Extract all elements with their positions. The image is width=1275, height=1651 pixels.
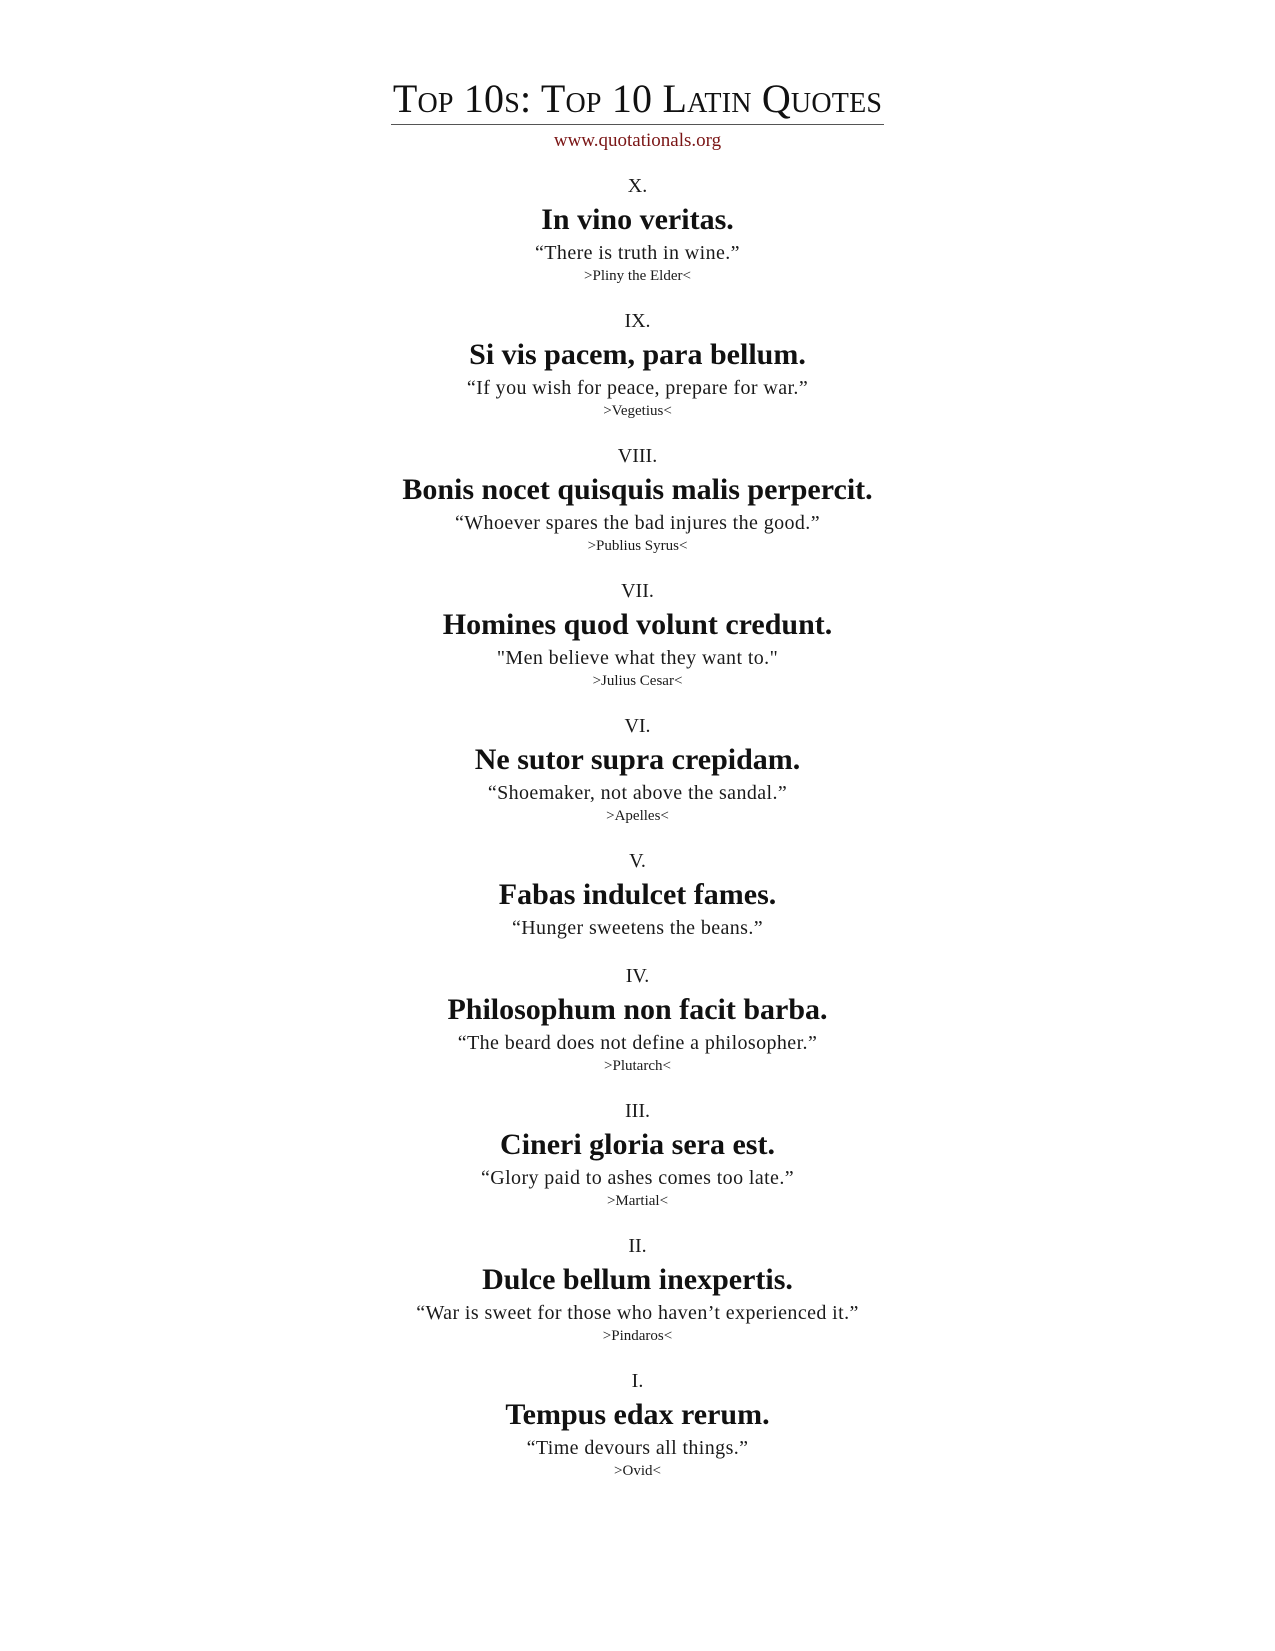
page-header <box>0 76 1275 152</box>
quote-rank: II. <box>628 1235 647 1257</box>
quote-rank: VI. <box>624 715 651 737</box>
quote-rank: VII. <box>621 580 654 602</box>
quote-rank: IV. <box>625 965 650 987</box>
quote-latin: Philosophum non facit barba. <box>447 993 828 1026</box>
quote-author: >Apelles< <box>606 808 669 824</box>
quote-author: >Ovid< <box>614 1463 661 1479</box>
quote-author: >Plutarch< <box>604 1058 671 1074</box>
quote-author: >Martial< <box>606 1193 669 1209</box>
quote-author: >Pliny the Elder< <box>584 268 691 284</box>
quote-translation: “Glory paid to ashes comes too late.” <box>480 1167 795 1189</box>
quote-latin: Tempus edax rerum. <box>505 1398 770 1431</box>
quote-entry <box>0 174 1275 286</box>
quote-rank: X. <box>627 175 648 197</box>
quote-translation: “Hunger sweetens the beans.” <box>511 917 764 939</box>
quote-entry <box>0 964 1275 1076</box>
quote-author: >Julius Cesar< <box>592 673 683 689</box>
quote-translation: "Men believe what they want to." <box>496 647 779 669</box>
quote-rank: IX. <box>624 310 651 332</box>
quote-latin: Fabas indulcet fames. <box>498 878 777 911</box>
quote-entry <box>0 714 1275 826</box>
quote-rank: VIII. <box>617 445 658 467</box>
quote-entry <box>0 444 1275 556</box>
site-url: www.quotationals.org <box>553 130 722 151</box>
quote-latin: Si vis pacem, para bellum. <box>469 338 806 371</box>
quote-entry <box>0 309 1275 421</box>
quote-latin: Ne sutor supra crepidam. <box>474 743 801 776</box>
quote-translation: “War is sweet for those who haven’t experienced it.” <box>416 1302 859 1324</box>
quote-rank: III. <box>625 1100 650 1122</box>
quote-translation: “The beard does not define a philosopher.” <box>457 1032 818 1054</box>
quote-latin: Homines quod volunt credunt. <box>442 608 833 641</box>
quote-translation: “Time devours all things.” <box>526 1437 749 1459</box>
quote-author: >Vegetius< <box>603 403 672 419</box>
quote-list <box>0 174 1275 1481</box>
quote-latin: Dulce bellum inexpertis. <box>482 1263 793 1296</box>
quote-author: >Pindaros< <box>602 1328 673 1344</box>
quote-latin: Cineri gloria sera est. <box>500 1128 775 1161</box>
quote-translation: “There is truth in wine.” <box>535 242 740 264</box>
quote-entry <box>0 579 1275 691</box>
quote-rank: V. <box>629 850 646 872</box>
quote-entry <box>0 1099 1275 1211</box>
quote-latin: Bonis nocet quisquis malis perpercit. <box>402 473 873 506</box>
quote-translation: “Whoever spares the bad injures the good.” <box>454 512 820 534</box>
quote-entry <box>0 1369 1275 1481</box>
quote-translation: “If you wish for peace, prepare for war.” <box>466 377 809 399</box>
quote-entry <box>0 1234 1275 1346</box>
quote-latin: In vino veritas. <box>541 203 734 236</box>
page-title: Top 10s: Top 10 Latin Quotes <box>391 76 884 125</box>
quote-entry <box>0 849 1275 941</box>
quote-rank: I. <box>631 1370 644 1392</box>
quote-translation: “Shoemaker, not above the sandal.” <box>487 782 788 804</box>
quote-author: >Publius Syrus< <box>587 538 688 554</box>
